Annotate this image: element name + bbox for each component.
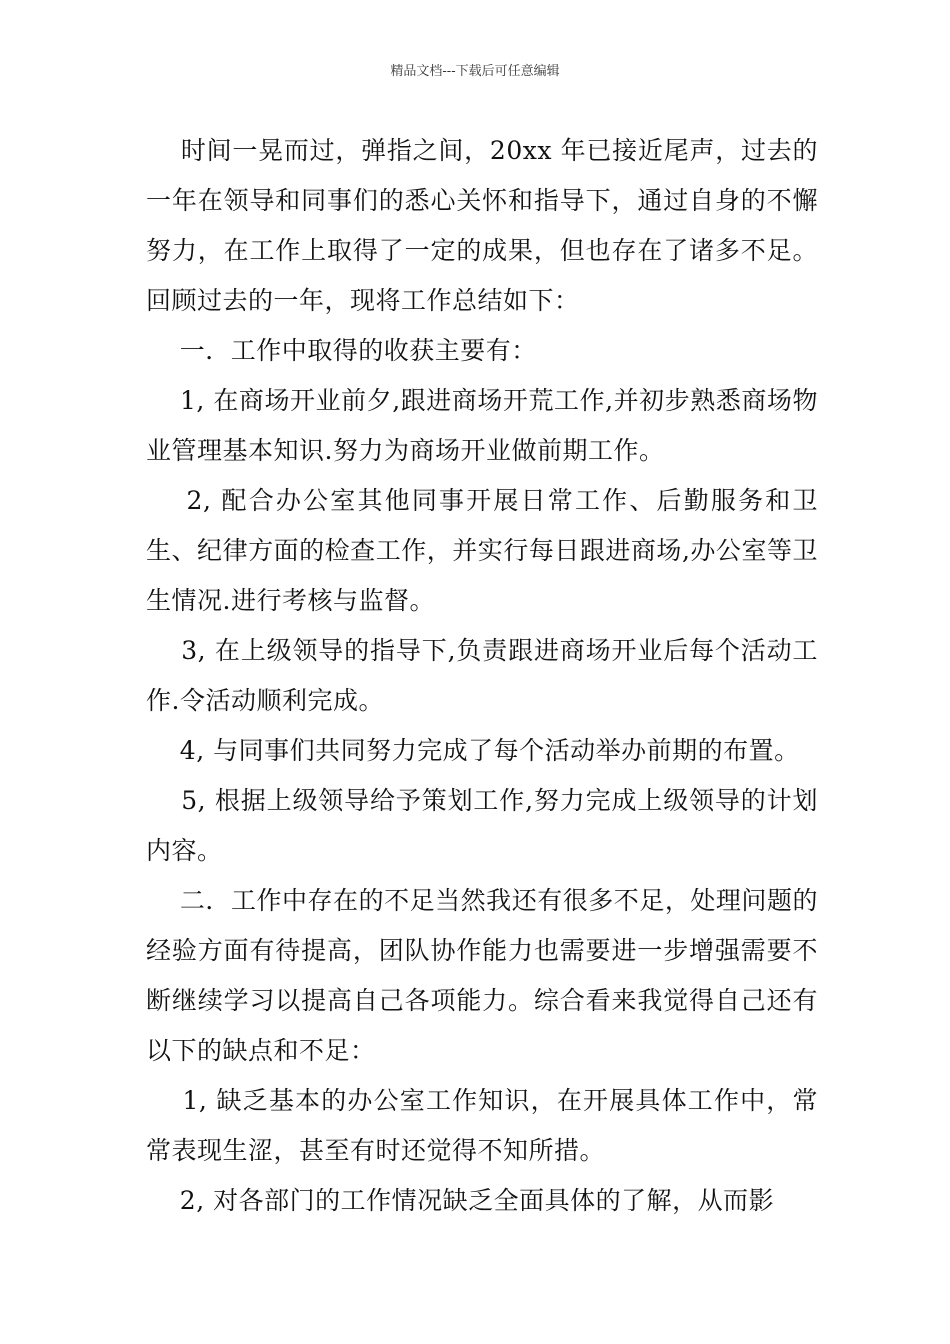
document-body [146,126,818,1226]
gain-item-5: 5, 根据上级领导给予策划工作,努力完成上级领导的计划内容。 [146,786,818,865]
shortcoming-item-1: 1, 缺乏基本的办公室工作知识，在开展具体工作中，常常表现生涩，甚至有时还觉得不知所措。 [146,1086,818,1165]
shortcoming-item-2: 2, 对各部门的工作情况缺乏全面具体的了解，从而影 [146,1186,775,1215]
intro-paragraph: 时间一晃而过，弹指之间，20xx 年已接近尾声，过去的一年在领导和同事们的悉心关怀和指导下，通过自身的不懈努力，在工作上取得了一定的成果，但也存在了诸多不足。回顾过去的一年，现将工作总结如下： [146,136,818,315]
section-one-heading: 一．工作中取得的收获主要有： [146,336,537,365]
section-two-paragraph: 二．工作中存在的不足当然我还有很多不足，处理问题的经验方面有待提高，团队协作能力也需要进一步增强需要不断继续学习以提高自己各项能力。综合看来我觉得自己还有以下的缺点和不足： [146,886,818,1065]
page-header: 精品文档---下载后可任意编辑 [390,64,560,79]
gain-item-3: 3, 在上级领导的指导下,负责跟进商场开业后每个活动工作.令活动顺利完成。 [146,636,818,715]
gain-item-4: 4, 与同事们共同努力完成了每个活动举办前期的布置。 [146,736,800,765]
gain-item-2: 2, 配合办公室其他同事开展日常工作、后勤服务和卫生、纪律方面的检查工作，并实行每日跟进商场,办公室等卫生情况.进行考核与监督。 [146,486,818,615]
gain-item-1: 1, 在商场开业前夕,跟进商场开荒工作,并初步熟悉商场物业管理基本知识.努力为商场开业做前期工作。 [146,386,818,465]
